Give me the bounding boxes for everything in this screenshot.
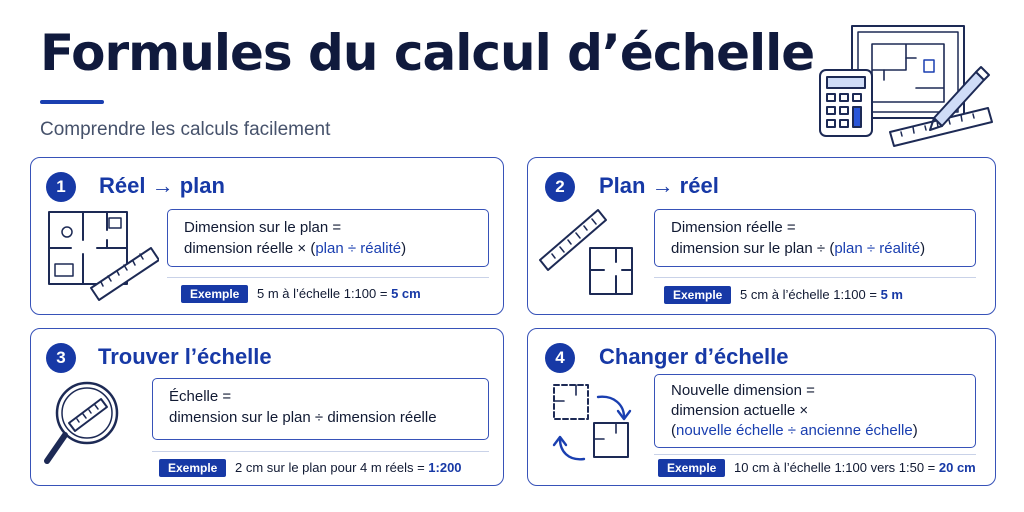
example-badge: Exemple xyxy=(181,285,248,303)
formula-line-1: Dimension sur le plan = xyxy=(184,219,342,236)
card-change-scale xyxy=(527,328,996,486)
example-badge: Exemple xyxy=(658,459,725,477)
card-number: 3 xyxy=(46,343,76,373)
page-subtitle: Comprendre les calculs facilement xyxy=(40,119,331,140)
example-result: 5 m xyxy=(880,287,903,302)
formula-box xyxy=(654,374,976,448)
formula-line-2: dimension réelle × (plan ÷ réalité) xyxy=(184,240,407,257)
card-title: Réel → plan xyxy=(99,173,225,198)
page-title: Formules du calcul d’échelle xyxy=(40,24,815,82)
ruler-floorplan-icon xyxy=(538,208,642,300)
formula-box xyxy=(152,378,489,440)
magnifier-ruler-icon xyxy=(41,381,145,475)
example-result: 1:200 xyxy=(428,460,462,475)
example-text: 5 m à l’échelle 1:100 = 5 cm xyxy=(257,286,421,301)
example-result: 5 cm xyxy=(391,286,421,301)
card-title: Changer d’échelle xyxy=(599,344,789,369)
formula-line-2: dimension actuelle × xyxy=(671,402,809,419)
card-find-scale xyxy=(30,328,504,486)
divider xyxy=(167,277,489,278)
formula-line-1: Échelle = xyxy=(169,388,232,405)
resize-arrows-icon xyxy=(548,379,640,475)
card-real-to-plan xyxy=(30,157,504,315)
example-result: 20 cm xyxy=(938,460,976,475)
formula-line-3: (nouvelle échelle ÷ ancienne échelle) xyxy=(671,422,918,439)
card-number: 4 xyxy=(545,343,575,373)
card-title: Plan → réel xyxy=(599,173,719,198)
formula-line-2: dimension sur le plan ÷ dimension réelle xyxy=(169,409,437,426)
example-badge: Exemple xyxy=(159,459,226,477)
card-number: 1 xyxy=(46,172,76,202)
divider xyxy=(654,454,976,455)
header-illustration xyxy=(816,18,996,152)
formula-line-1: Nouvelle dimension = xyxy=(671,382,815,399)
formula-line-1: Dimension réelle = xyxy=(671,219,796,236)
example-text: 2 cm sur le plan pour 4 m réels = 1:200 xyxy=(235,460,462,475)
divider xyxy=(152,451,489,452)
example-badge: Exemple xyxy=(664,286,731,304)
card-number: 2 xyxy=(545,172,575,202)
floorplan-ruler-icon xyxy=(47,210,159,302)
card-title: Trouver l’échelle xyxy=(98,344,272,369)
calculator-icon xyxy=(820,70,872,136)
formula-line-2: dimension sur le plan ÷ (plan ÷ réalité) xyxy=(671,240,926,257)
example-text: 5 cm à l’échelle 1:100 = 5 m xyxy=(740,287,903,302)
divider xyxy=(654,277,976,278)
formula-box xyxy=(167,209,489,267)
title-underline xyxy=(40,100,104,104)
card-plan-to-real xyxy=(527,157,996,315)
example-text: 10 cm à l’échelle 1:100 vers 1:50 = 20 cm xyxy=(734,460,976,475)
formula-box xyxy=(654,209,976,267)
